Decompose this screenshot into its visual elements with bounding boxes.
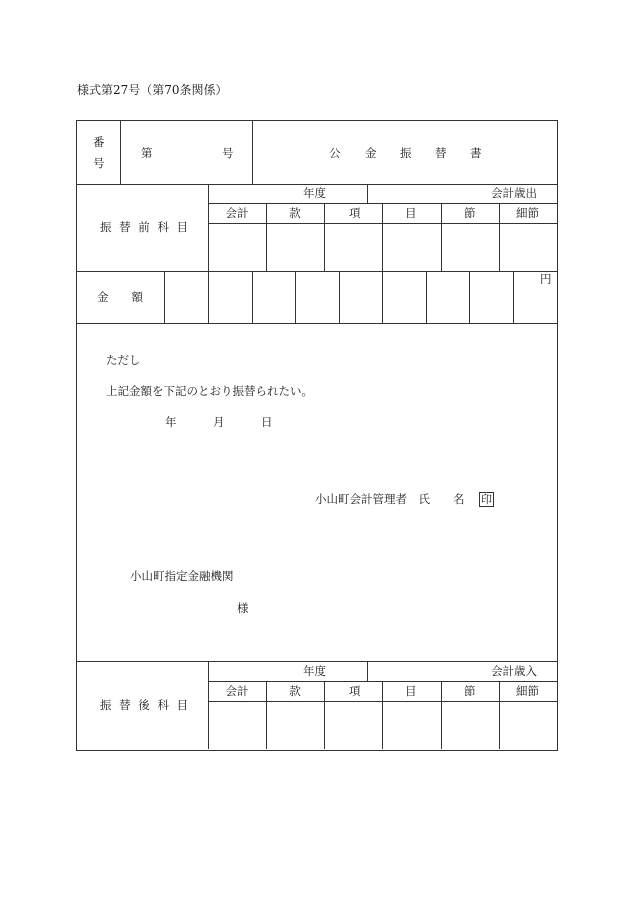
title-char: 振 <box>400 146 412 160</box>
number-label-top: 番 <box>93 135 105 149</box>
amount-unit-yen: 円 <box>540 272 552 286</box>
after-col-kaikei: 会計 <box>225 684 249 698</box>
after-col-setsu: 節 <box>464 684 476 698</box>
after-col-kou: 項 <box>349 684 361 698</box>
before-account-type: 会計歳出 <box>491 186 537 200</box>
number-label-bottom: 号 <box>93 156 105 170</box>
bank-sama: 様 <box>237 601 249 615</box>
before-value-cells[interactable] <box>208 223 557 271</box>
before-col-setsu: 節 <box>464 206 476 220</box>
after-value-cells[interactable] <box>208 701 557 749</box>
number-go: 号 <box>222 146 234 160</box>
title-char: 書 <box>470 146 482 160</box>
after-subject-label: 振 替 後 科 目 <box>100 698 191 712</box>
title-char: 金 <box>365 146 377 160</box>
request-text: 上記金額を下記のとおり振替られたい。 <box>106 384 313 398</box>
date-year: 年 <box>165 415 177 429</box>
seal-mark: 印 <box>481 493 492 506</box>
date-month: 月 <box>213 415 225 429</box>
after-col-kan: 款 <box>289 684 301 698</box>
amount-label: 金 額 <box>97 290 143 304</box>
after-col-moku: 目 <box>405 684 417 698</box>
amount-digit-cells[interactable] <box>164 271 557 323</box>
after-account-type: 会計歳入 <box>491 664 537 678</box>
title-char: 替 <box>435 146 447 160</box>
before-subject-label: 振 替 前 科 目 <box>100 220 191 234</box>
number-dai: 第 <box>141 146 153 160</box>
manager-signature-line: 小山町会計管理者 氏 名 <box>315 492 465 506</box>
form-id: 様式第27号（第70条関係） <box>77 83 228 97</box>
before-col-kaikei: 会計 <box>225 206 249 220</box>
before-col-kou: 項 <box>349 206 361 220</box>
after-nendo: 年度 <box>303 664 326 678</box>
date-day: 日 <box>261 415 273 429</box>
after-col-saisetsu: 細節 <box>516 684 539 698</box>
before-col-moku: 目 <box>405 206 417 220</box>
bank-name: 小山町指定金融機関 <box>130 569 234 583</box>
before-col-kan: 款 <box>289 206 301 220</box>
before-col-saisetsu: 細節 <box>516 206 539 220</box>
tadashi-text: ただし <box>106 353 141 367</box>
title-char: 公 <box>329 146 341 160</box>
before-nendo: 年度 <box>303 186 326 200</box>
